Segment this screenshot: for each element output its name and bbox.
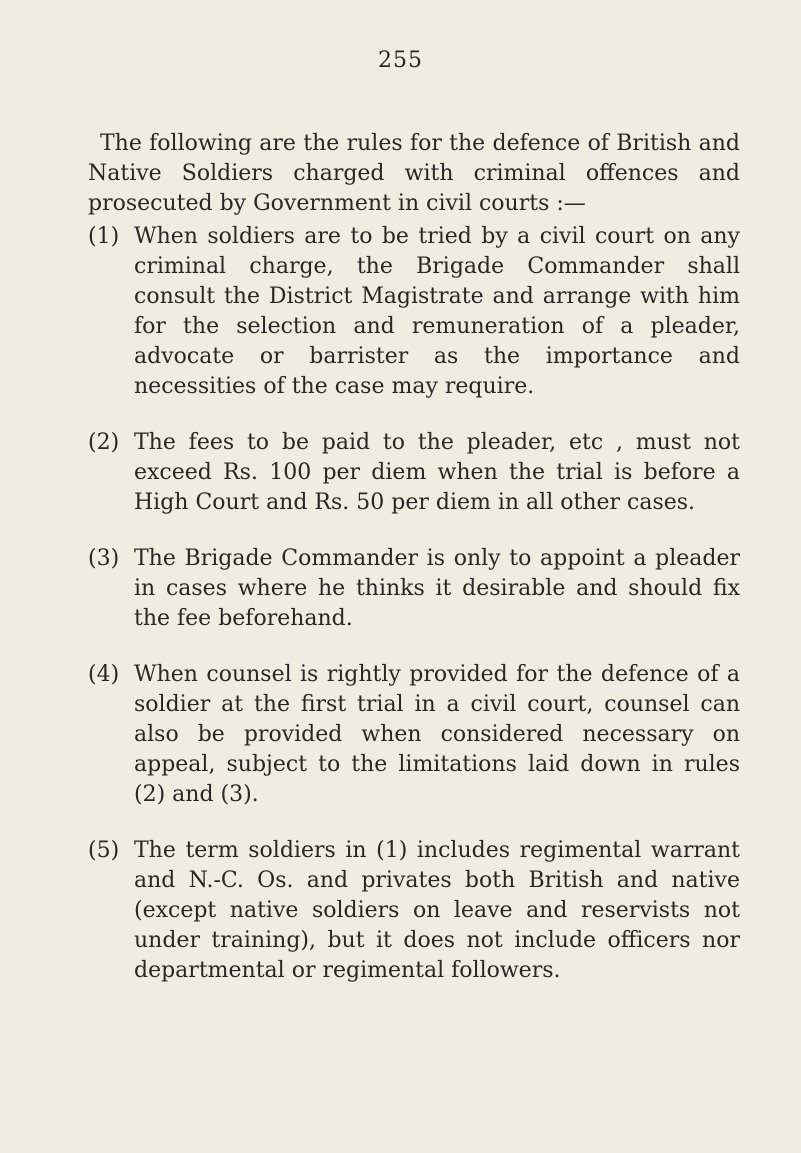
rule-number: (1) bbox=[88, 224, 120, 249]
rule-item-1 bbox=[88, 222, 740, 402]
rule-item-5 bbox=[88, 836, 740, 986]
rule-item-2 bbox=[88, 428, 740, 518]
rules-list bbox=[88, 222, 740, 1012]
rule-text: The Brigade Commander is only to appoint a pleader in cases where he thinks it desirable and should fix the fee beforehand. bbox=[134, 546, 740, 631]
rule-item-3 bbox=[88, 544, 740, 634]
rule-text: The term soldiers in (1) includes regimental warrant and N.-C. Os. and privates both British and native (except native soldiers on leave and reservists not under training), but it does not include officers nor departmental or regimental followers. bbox=[134, 838, 740, 983]
rule-number: (2) bbox=[88, 430, 120, 455]
rule-number: (3) bbox=[88, 546, 120, 571]
rule-item-4 bbox=[88, 660, 740, 810]
rule-number: (4) bbox=[88, 662, 120, 687]
rule-text: When soldiers are to be tried by a civil court on any criminal charge, the Brigade Commander shall consult the District Magistrate and arrange with him for the selection and remuneration of a pleader, advocate or barrister as the importance and necessities of the case may require. bbox=[134, 224, 740, 399]
rule-text: The fees to be paid to the pleader, etc , must not exceed Rs. 100 per diem when the trial is before a High Court and Rs. 50 per diem in all other cases. bbox=[134, 430, 740, 515]
rule-text: When counsel is rightly provided for the defence of a soldier at the first trial in a civil court, counsel can also be provided when considered necessary on appeal, subject to the limitations laid down in rules (2) and (3). bbox=[134, 662, 740, 807]
intro-paragraph: The following are the rules for the defence of British and Native Soldiers charged with criminal offences and prosecuted by Government in civil courts :— bbox=[88, 131, 740, 216]
rule-number: (5) bbox=[88, 838, 120, 863]
page-number: 255 bbox=[378, 48, 423, 73]
